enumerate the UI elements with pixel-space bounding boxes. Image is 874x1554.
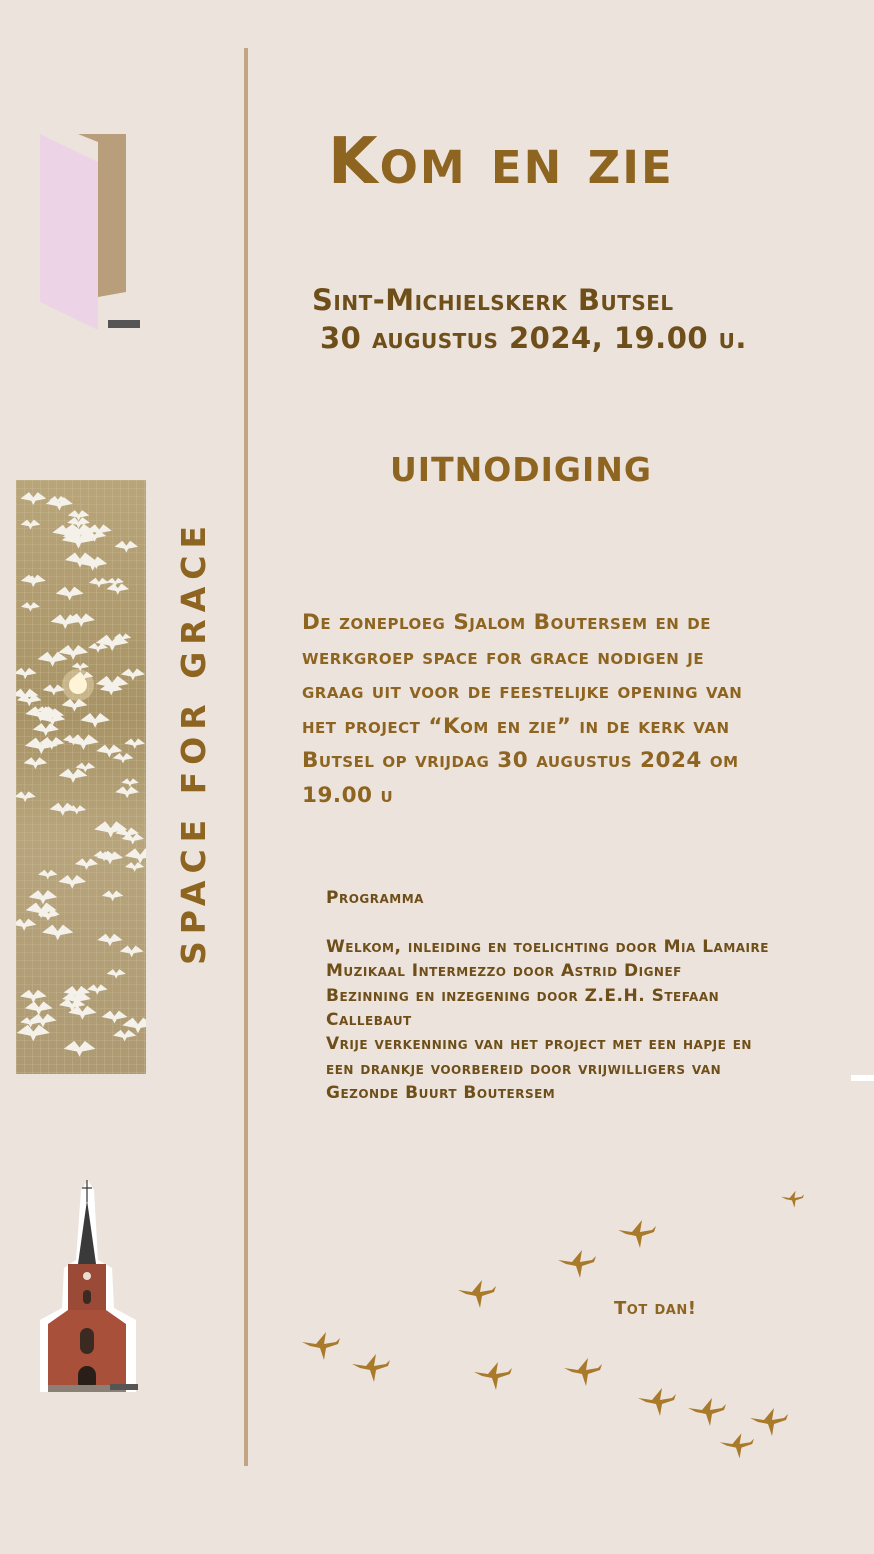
program-item: Callebaut xyxy=(326,1010,412,1031)
intro-line: 19.00 u xyxy=(302,782,394,808)
event-date: 30 augustus 2024, 19.00 u. xyxy=(320,321,747,355)
crane-icon xyxy=(750,1408,788,1436)
program-item: een drankje voorbereid door vrijwilligers van xyxy=(326,1058,722,1079)
intro-line: werkgroep space for grace nodigen je xyxy=(302,644,705,670)
crane-icon xyxy=(638,1388,676,1416)
crane-icon xyxy=(558,1250,596,1278)
space-for-grace-label: SPACE FOR GRACE xyxy=(174,518,213,965)
crane-icon xyxy=(618,1220,656,1248)
crane-icon xyxy=(564,1358,602,1386)
program-heading: Programma xyxy=(326,888,424,908)
invitation-heading: UITNODIGING xyxy=(390,450,652,489)
intro-line: het project “Kom en zie” in de kerk van xyxy=(302,713,730,739)
crane-icon xyxy=(352,1354,390,1382)
crane-icon xyxy=(688,1398,726,1426)
intro-line: De zoneploeg Sjalom Boutersem en de xyxy=(302,610,711,635)
edge-mark xyxy=(851,1075,874,1081)
program-item: Welkom, inleiding en toelichting door Mia Lamaire xyxy=(326,936,769,957)
crane-icon xyxy=(302,1332,340,1360)
intro-line: Butsel op vrijdag 30 augustus 2024 om xyxy=(302,748,739,774)
event-location: Sint-Michielskerk Butsel xyxy=(312,283,674,317)
page-title: Kom en zie xyxy=(328,125,674,199)
program-item: Bezinning en inzegening door Z.E.H. Stefaan xyxy=(326,985,720,1006)
crane-icon xyxy=(781,1191,804,1208)
crane-icon xyxy=(458,1280,496,1308)
crane-icon xyxy=(474,1362,512,1390)
crane-icon xyxy=(720,1433,754,1458)
program-item: Gezonde Buurt Boutersem xyxy=(326,1083,556,1104)
intro-line: graag uit voor de feestelijke opening van xyxy=(302,679,743,705)
program-item: Vrije verkenning van het project met een hapje en xyxy=(326,1034,752,1055)
program-item: Muzikaal Intermezzo door Astrid Dignef xyxy=(326,961,682,982)
closing-text: Tot dan! xyxy=(614,1298,697,1319)
